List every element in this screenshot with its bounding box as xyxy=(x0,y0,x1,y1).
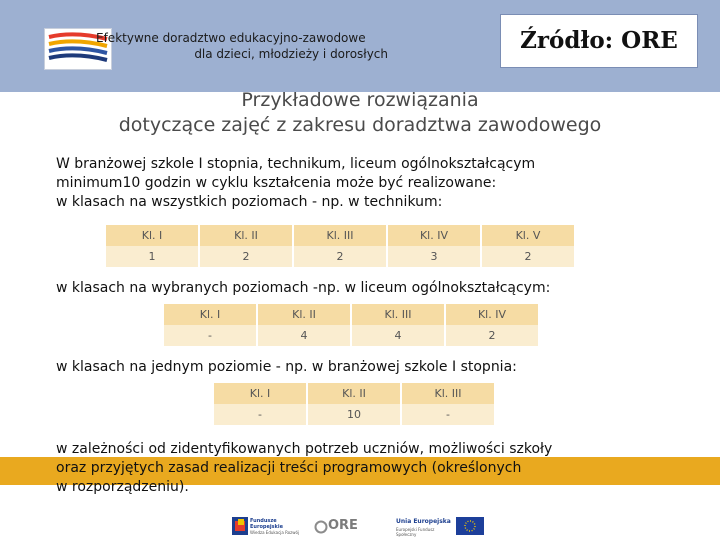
title-line-2: dotyczące zajęć z zakresu doradztwa zawodowego xyxy=(118,114,602,136)
table-header-row xyxy=(214,383,494,404)
fe-star-icon xyxy=(232,517,248,535)
table-header-cell: Kl. IV xyxy=(446,304,538,325)
page-title xyxy=(0,88,720,138)
closing-line-2: oraz przyjętych zasad realizacji treści programowych (określonych xyxy=(56,460,522,476)
intro-line-3: w klasach na wszystkich poziomach - np. w technikum: xyxy=(56,194,443,210)
eu-flag-icon xyxy=(456,517,484,535)
section-3-text: w klasach na jednym poziomie - np. w branżowej szkole I stopnia: xyxy=(56,359,517,375)
source-label xyxy=(500,14,698,68)
intro-line-2: minimum10 godzin w cyklu kształcenia może być realizowane: xyxy=(56,175,497,191)
intro-line-1: W branżowej szkole I stopnia, technikum, liceum ogólnokształcącym xyxy=(56,156,536,172)
table-selected-levels xyxy=(162,304,540,346)
table-cell: - xyxy=(164,325,256,346)
table-header-cell: Kl. I xyxy=(106,225,198,246)
eu-logo xyxy=(396,514,488,540)
table-header-cell: Kl. III xyxy=(352,304,444,325)
eu-name: Unia Europejska xyxy=(396,518,451,525)
header-line-1: Efektywne doradztwo edukacyjno-zawodowe xyxy=(96,31,366,45)
closing-paragraph xyxy=(56,440,552,497)
table-cell: - xyxy=(402,404,494,425)
table-row xyxy=(164,325,538,346)
table-cell: 2 xyxy=(482,246,574,267)
table-header-cell: Kl. IV xyxy=(388,225,480,246)
ore-logo xyxy=(314,514,372,540)
table-header-cell: Kl. V xyxy=(482,225,574,246)
table-header-cell: Kl. III xyxy=(402,383,494,404)
table-header-row xyxy=(164,304,538,325)
ore-text: ORE xyxy=(328,518,358,533)
fe-logo xyxy=(232,514,298,540)
table-row xyxy=(106,246,574,267)
table-header-cell: Kl. II xyxy=(308,383,400,404)
fe-sub: Wiedza Edukacja Rozwój xyxy=(250,530,300,535)
title-line-1: Przykładowe rozwiązania xyxy=(241,89,479,111)
table-cell: 1 xyxy=(106,246,198,267)
section-2-text: w klasach na wybranych poziomach -np. w liceum ogólnokształcącym: xyxy=(56,280,551,296)
table-cell: - xyxy=(214,404,306,425)
table-header-cell: Kl. I xyxy=(164,304,256,325)
table-header-cell: Kl. I xyxy=(214,383,306,404)
header-text xyxy=(96,30,388,62)
section-single-level xyxy=(56,358,517,377)
table-cell: 2 xyxy=(200,246,292,267)
table-cell: 4 xyxy=(258,325,350,346)
header-line-2: dla dzieci, młodzieży i dorosłych xyxy=(194,47,388,61)
table-header-row xyxy=(106,225,574,246)
eu-sub: Europejski Fundusz Społeczny xyxy=(396,527,435,537)
table-single-level xyxy=(212,383,496,425)
ore-circle-icon xyxy=(314,520,328,534)
table-cell: 4 xyxy=(352,325,444,346)
table-cell: 2 xyxy=(446,325,538,346)
table-header-cell: Kl. II xyxy=(258,304,350,325)
fe-name: Fundusze Europejskie xyxy=(250,518,283,530)
intro-paragraph xyxy=(56,155,535,212)
table-header-cell: Kl. III xyxy=(294,225,386,246)
table-cell: 3 xyxy=(388,246,480,267)
table-row xyxy=(214,404,494,425)
footer-logos xyxy=(0,506,720,540)
source-text: Źródło: ORE xyxy=(520,27,678,54)
table-header-cell: Kl. II xyxy=(200,225,292,246)
closing-line-1: w zależności od zidentyfikowanych potrzeb uczniów, możliwości szkoły xyxy=(56,441,553,457)
closing-line-3: w rozporządzeniu). xyxy=(56,479,189,495)
table-cell: 2 xyxy=(294,246,386,267)
section-selected-levels xyxy=(56,279,550,298)
header-banner xyxy=(0,0,720,92)
table-cell: 10 xyxy=(308,404,400,425)
table-all-levels xyxy=(104,225,576,267)
